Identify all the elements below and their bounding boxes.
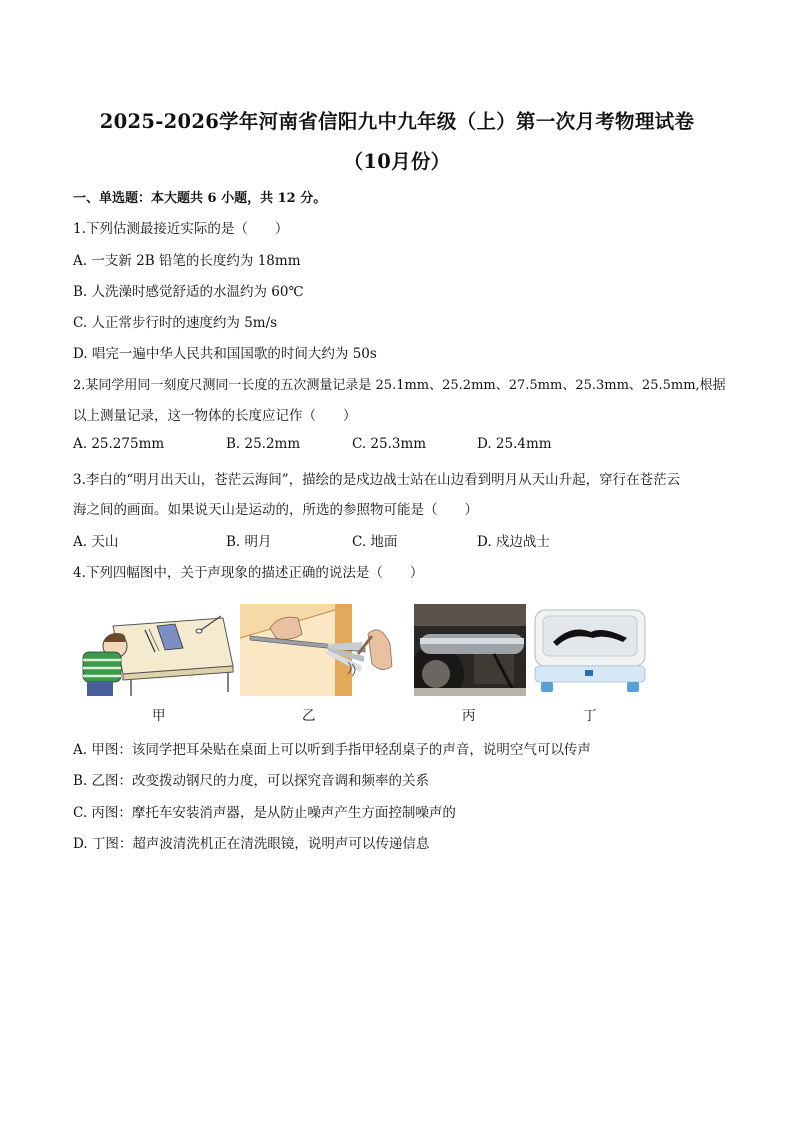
section-heading: 一、单选题：本大题共 6 小题，共 12 分。 (73, 191, 327, 206)
question-2-option-b: B. 25.2mm (226, 436, 301, 452)
question-2-option-d: D. 25.4mm (477, 436, 552, 452)
question-4-option-c: C. 丙图：摩托车安装消声器，是从防止噪声产生方面控制噪声的 (73, 805, 456, 821)
figure-yi-image (240, 604, 403, 696)
question-2-option-a: A. 25.275mm (73, 436, 165, 452)
figure-label-bing: 丙 (462, 708, 476, 724)
question-1-option-d: D. 唱完一遍中华人民共和国国歌的时间大约为 50s (73, 346, 377, 362)
question-3-stem-line1: 3.李白的“明月出天山，苍茫云海间”，描绘的是戍边战士站在山边看到明月从天山升起，穿行在苍茫云 (73, 472, 681, 488)
question-3-option-b: B. 明月 (226, 534, 272, 550)
figure-jia-image (73, 604, 235, 696)
question-1-stem: 1.下列估测最接近实际的是（ ） (73, 221, 289, 237)
figure-label-yi: 乙 (302, 708, 316, 724)
figure-label-jia: 甲 (152, 708, 166, 724)
question-4-stem: 4.下列四幅图中，关于声现象的描述正确的说法是（ ） (73, 565, 424, 581)
question-2-stem-line1: 2.某同学用同一刻度尺测同一长度的五次测量记录是 25.1mm、25.2mm、27.5mm、25.3mm、25.5mm,根据 (73, 378, 726, 393)
figure-ding-image (531, 604, 648, 696)
question-4-option-b: B. 乙图：改变拨动钢尺的力度，可以探究音调和频率的关系 (73, 773, 430, 789)
question-2-stem-line2: 以上测量记录，这一物体的长度应记作（ ） (73, 408, 357, 424)
figure-label-ding: 丁 (583, 708, 597, 724)
question-1-option-a: A. 一支新 2B 铅笔的长度约为 18mm (73, 253, 301, 269)
question-3-option-d: D. 戍边战士 (477, 534, 550, 550)
question-4-option-d: D. 丁图：超声波清洗机正在清洗眼镜，说明声可以传递信息 (73, 836, 430, 852)
question-2-option-c: C. 25.3mm (352, 436, 427, 452)
question-3-stem-line2: 海之间的画面。如果说天山是运动的，所选的参照物可能是（ ） (73, 502, 478, 518)
question-3-option-a: A. 天山 (73, 534, 119, 550)
question-1-option-b: B. 人洗澡时感觉舒适的水温约为 60℃ (73, 284, 304, 300)
question-1-option-c: C. 人正常步行时的速度约为 5m/s (73, 315, 278, 331)
figure-bing-image (414, 604, 526, 696)
exam-title-line2: （10月份） (343, 150, 451, 173)
exam-title-line1: 2025-2026学年河南省信阳九中九年级（上）第一次月考物理试卷 (99, 110, 695, 133)
question-4-option-a: A. 甲图：该同学把耳朵贴在桌面上可以听到手指甲轻刮桌子的声音，说明空气可以传声 (73, 742, 591, 758)
question-3-option-c: C. 地面 (352, 534, 398, 550)
